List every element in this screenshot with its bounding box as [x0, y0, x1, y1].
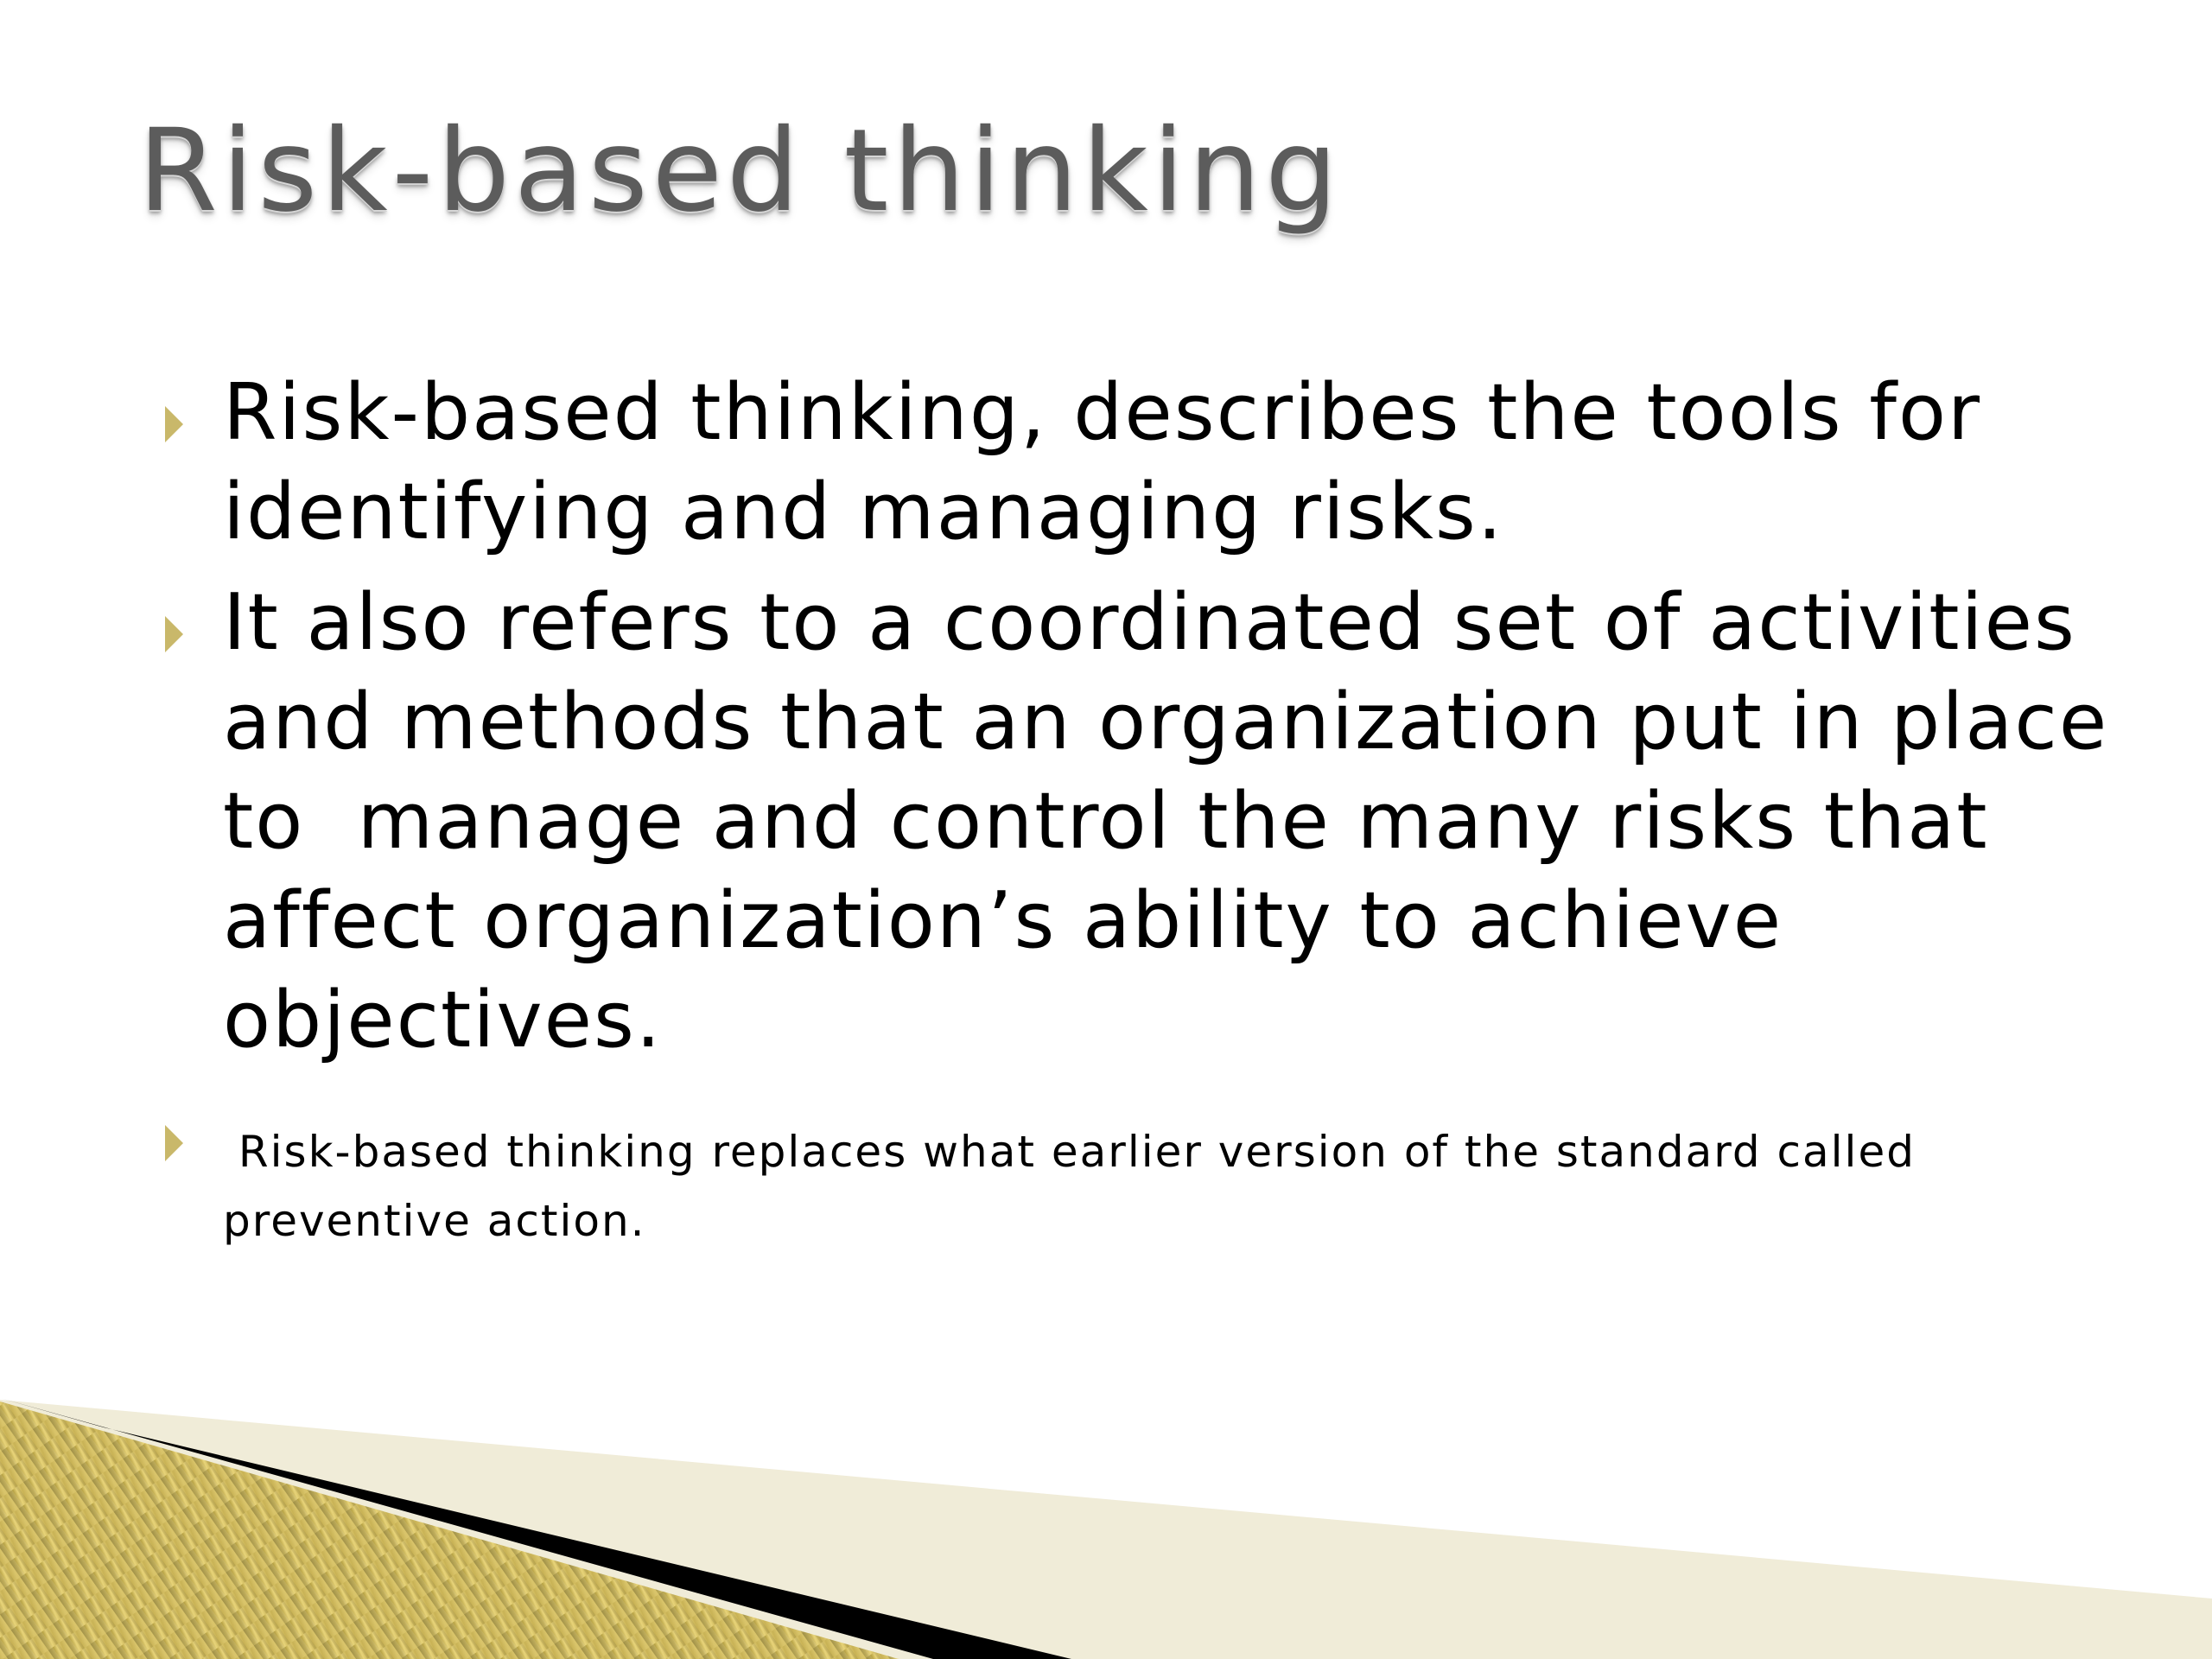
decorative-corner-swoosh: [0, 1382, 2212, 1659]
triangle-bullet-icon: [165, 1125, 183, 1161]
bullet-text: It also refers to a coordinated set of activities and methods that an organization put in place to manage and control the many risks that affect organization’s ability to achieve objectives.: [223, 577, 2135, 1065]
triangle-bullet-icon: [165, 616, 183, 652]
bullet-text: Risk-based thinking replaces what earlier version of the standard called preventive action.: [223, 1127, 1931, 1246]
slide-title: Risk-based thinking: [138, 105, 1342, 238]
bullet-text: Risk-based thinking, describes the tools for identifying and managing risks.: [223, 367, 2008, 557]
triangle-bullet-icon: [165, 406, 183, 442]
